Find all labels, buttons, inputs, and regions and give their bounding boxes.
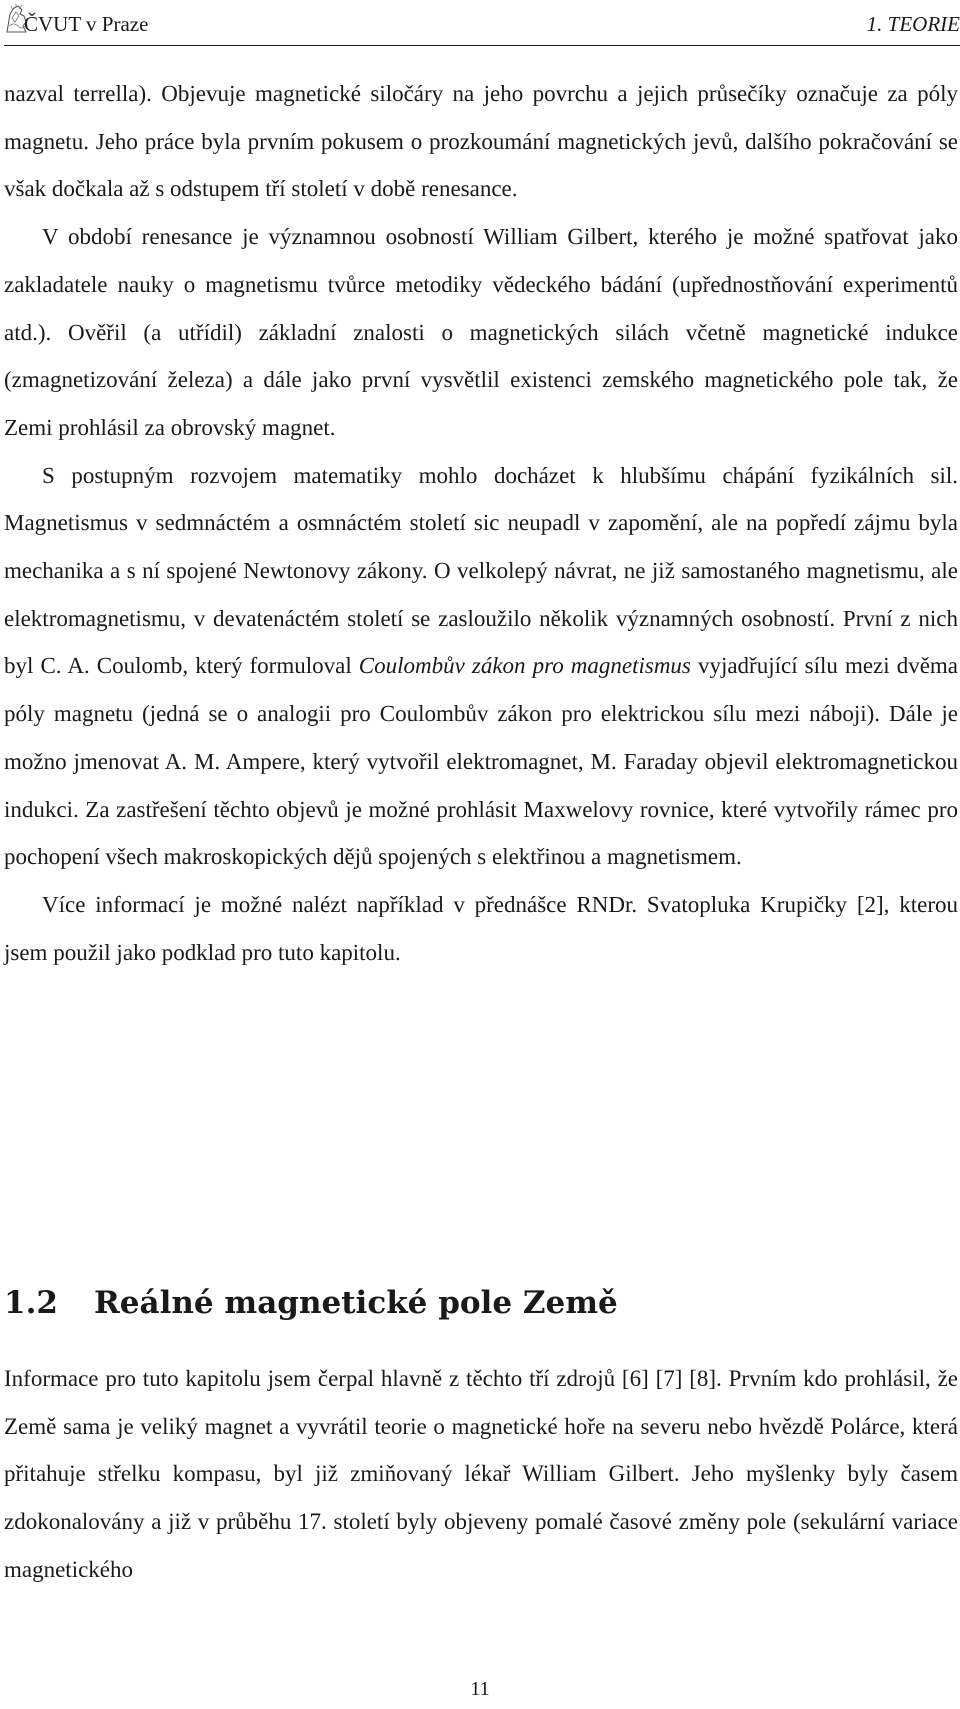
body-text <box>4 70 958 976</box>
paragraph <box>4 452 958 881</box>
page-number: 11 <box>470 1678 490 1700</box>
emphasized-term: Coulombův zákon pro magnetismus <box>358 653 691 679</box>
section-heading <box>4 1283 618 1323</box>
paragraph-text: vyjadřující sílu mezi dvěma póly magnetu (jedná se o analogii pro Coulombův zákon pro elektrickou sílu mezi náboji). Dále je možno jmenovat A. M. Ampere, který vytvořil elektromagnet, M. Faraday objevil elektromagnetickou indukci. Za zastřešení těchto objevů je možné prohlásit Maxwelovy rovnice, které vytvořily rámec pro pochopení všech makroskopických dějů spojených s elektřinou a magnetismem. <box>4 653 959 870</box>
header-rule <box>4 45 960 46</box>
paragraph: V období renesance je významnou osobností William Gilbert, kterého je možné spatřovat jako zakladatele nauky o magnetismu tvůrce metodiky vědeckého bádání (upřednostňování experimentů atd.). Ověřil (a utřídil) základní znalosti o magnetických silách včetně magnetické indukce (zmagnetizování železa) a dále jako první vysvětlil existenci zemského magnetického pole tak, že Zemi prohlásil za obrovský magnet. <box>4 224 958 440</box>
section-number: 1.2 <box>4 1285 58 1321</box>
page-header <box>0 0 960 52</box>
header-chapter: 1. TEORIE <box>866 12 960 36</box>
paragraph: Více informací je možné nalézt například v přednášce RNDr. Svatopluka Krupičky [2], kterou jsem použil jako podklad pro tuto kapitolu. <box>4 891 958 965</box>
paragraph-text: S postupným rozvojem matematiky mohlo docházet k hlubšímu chápání fyzikálních sil. Magnetismus v sedmnáctém a osmnáctém století sic neupadl v zapomění, ale na popředí zájmu byla mechanika a s ní spojené Newtonovy zákony. O velkolepý návrat, ne již samostaného magnetismu, ale elektromagnetismu, v devatenáctém století se zasloužilo několik významných osobností. První z nich byl C. A. Coulomb, který formuloval <box>4 462 958 679</box>
section-paragraph: Informace pro tuto kapitolu jsem čerpal hlavně z těchto tří zdrojů [6] [7] [8]. Prvním kdo prohlásil, že Země sama je veliký magnet a vyvrátil teorie o magnetické hoře na severu nebo hvězdě Polárce, která přitahuje střelku kompasu, byl již zmiňovaný lékař William Gilbert. Jeho myšlenky byly časem zdokonalovány a již v průběhu 17. století byly objeveny pomalé časové změny pole (sekulární variace magnetického <box>4 1366 958 1582</box>
section-title: Reálné magnetické pole Země <box>94 1285 618 1321</box>
paragraph: nazval terrella). Objevuje magnetické siločáry na jeho povrchu a jejich průsečíky označuje za póly magnetu. Jeho práce byla prvním pokusem o prozkoumání magnetických jevů, dalšího pokračování se však dočkala až s odstupem tří století v době renesance. <box>4 81 958 202</box>
header-institution: ČVUT v Praze <box>24 12 149 36</box>
